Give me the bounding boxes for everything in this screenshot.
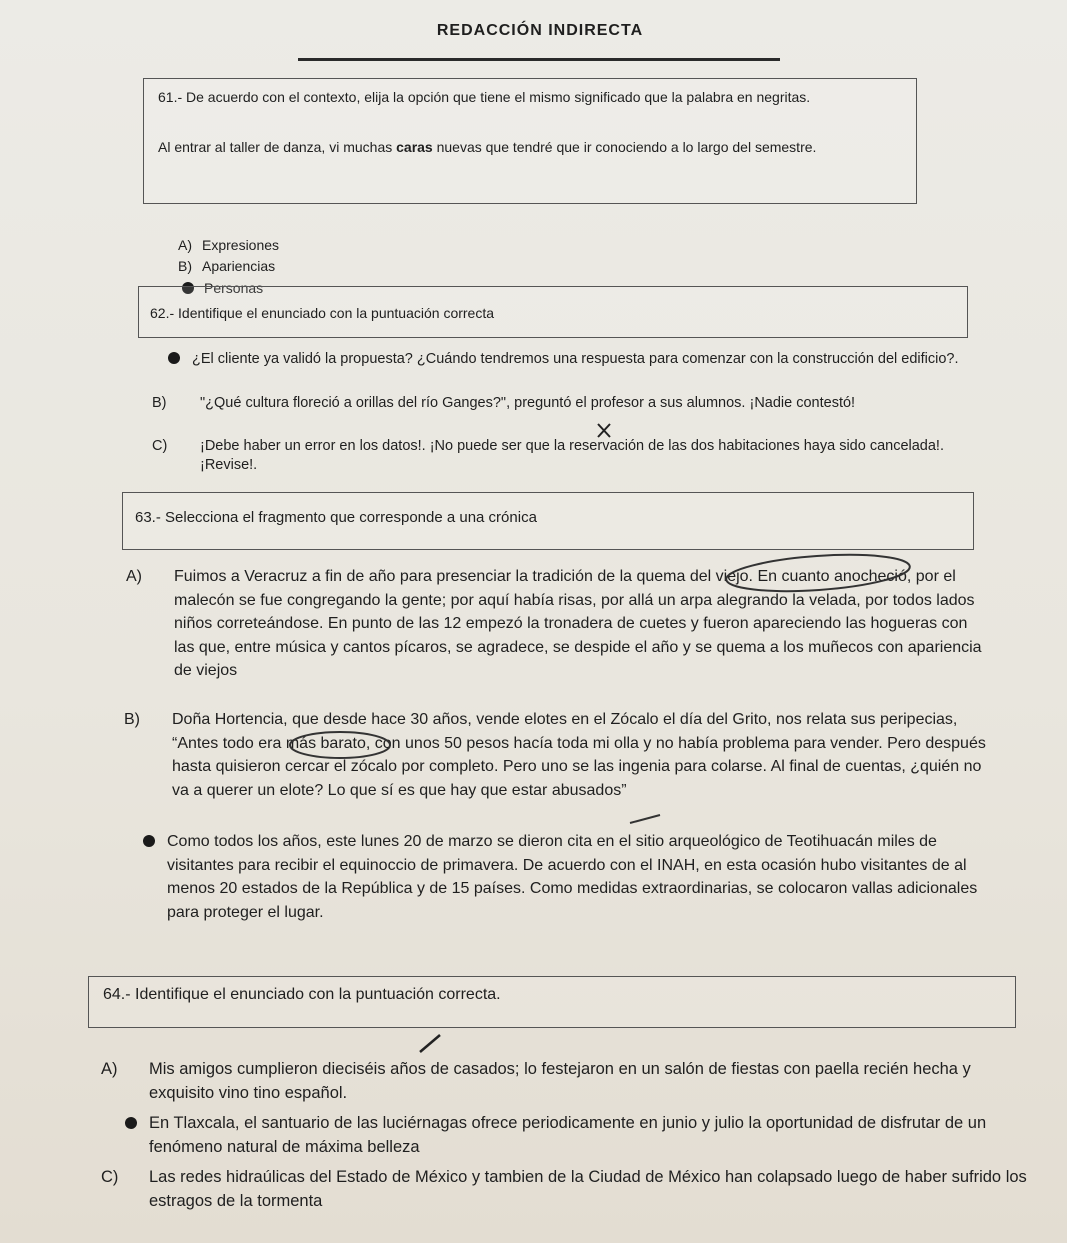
selected-answer-mark — [143, 835, 155, 847]
pen-x-mark — [598, 424, 610, 437]
q63-option-b[interactable] — [124, 708, 990, 802]
q64-option-c[interactable] — [101, 1166, 1029, 1213]
option-text: ¡Debe haber un error en los datos!. ¡No puede ser que la reservación de las dos habitaciones haya sido cancelada!. ¡Revise!. — [200, 438, 944, 473]
q61-sentence — [158, 138, 908, 157]
page-title: REDACCIÓN INDIRECTA — [436, 22, 644, 39]
option-text: "¿Qué cultura floreció a orillas del río Ganges?", preguntó el profesor a sus alumnos. ¡Nadie contestó! — [200, 395, 856, 411]
option-letter: A) — [126, 568, 142, 585]
q63-option-a[interactable] — [126, 565, 986, 683]
option-text: ¿El cliente ya validó la propuesta? ¿Cuándo tendremos una respuesta para comenzar con la construcción del edificio?. — [192, 351, 959, 367]
q63-option-c[interactable] — [143, 830, 993, 924]
q62-option-a[interactable] — [168, 350, 992, 369]
option-letter: B) — [178, 258, 192, 274]
option-letter: C) — [101, 1168, 119, 1186]
q61-option-a[interactable] — [178, 236, 279, 254]
option-letter: A) — [101, 1060, 118, 1078]
option-letter: A) — [178, 237, 192, 253]
q63-prompt: 63.- Selecciona el fragmento que corresponde a una crónica — [135, 509, 537, 526]
option-text: Apariencias — [202, 258, 276, 274]
q64-option-a[interactable] — [101, 1058, 1029, 1105]
q62-option-c[interactable] — [152, 437, 996, 475]
selected-answer-mark — [125, 1117, 137, 1129]
option-letter: B) — [152, 395, 167, 411]
option-letter: C) — [152, 438, 168, 454]
q64-option-b[interactable] — [125, 1112, 1029, 1159]
option-text: Personas — [204, 280, 264, 296]
title-underline — [298, 58, 780, 61]
q62-prompt: 62.- Identifique el enunciado con la puntuación correcta — [150, 305, 495, 321]
q61-option-b[interactable] — [178, 257, 275, 275]
pen-stroke — [630, 815, 660, 823]
option-text: Las redes hidraúlicas del Estado de México y tambien de la Ciudad de México han colapsado luego de haber sufrido los estragos de la tormenta — [149, 1168, 1027, 1210]
option-text: Como todos los años, este lunes 20 de marzo se dieron cita en el sitio arqueológico de Teotihuacán miles de visitantes para recibir el equinoccio de primavera. De acuerdo con el INAH, en esta ocasión hubo visitantes de al menos 20 estados de la República y de 15 países. Como medidas extraordinarias, se colocaron vallas adicionales para proteger el lugar. — [167, 833, 978, 921]
option-text: Mis amigos cumplieron dieciséis años de casados; lo festejaron en un salón de fiestas con paella recién hecha y exquisito vino tino español. — [149, 1060, 971, 1102]
option-letter: B) — [124, 711, 140, 728]
pen-accent-mark — [420, 1035, 440, 1052]
q61-sentence-after: nuevas que tendré que ir conociendo a lo largo del semestre. — [432, 139, 817, 155]
selected-answer-mark — [168, 352, 180, 364]
option-text: En Tlaxcala, el santuario de las luciérnagas ofrece periodicamente en junio y julio la oportunidad de disfrutar de un fenómeno natural de máxima belleza — [149, 1114, 987, 1156]
q61-prompt: 61.- De acuerdo con el contexto, elija la opción que tiene el mismo significado que la palabra en negritas. — [158, 89, 811, 105]
q62-option-b[interactable] — [152, 394, 992, 413]
option-text: Expresiones — [202, 237, 280, 253]
option-text: Fuimos a Veracruz a fin de año para presenciar la tradición de la quema del viejo. En cuanto anocheció, por el malecón se fue congregando la gente; por aquí había risas, por allá un arpa alegrando la velada, por todos lados niños correteándose. En punto de las 12 empezó la tronadera de cuetes y fueron apareciendo las hogueras con las que, entre música y cantos pícaros, se agradece, se despide el año y se quema a los muñecos con apariencia de viejos — [174, 568, 982, 679]
q61-bold-word: caras — [396, 139, 433, 155]
option-text: Doña Hortencia, que desde hace 30 años, vende elotes en el Zócalo el día del Grito, nos relata sus peripecias, “Antes todo era más barato, con unos 50 pesos hacía toda mi olla y no había problema para vender. Pero después hasta quisieron cercar el zócalo por completo. Pero uno se las ingenia para colarse. Al final de cuentas, ¿quién no va a querer un elote? Lo que sí es que hay que estar abusados” — [172, 711, 986, 799]
q61-sentence-before: Al entrar al taller de danza, vi muchas — [158, 139, 397, 155]
q64-prompt: 64.- Identifique el enunciado con la puntuación correcta. — [103, 986, 501, 1003]
